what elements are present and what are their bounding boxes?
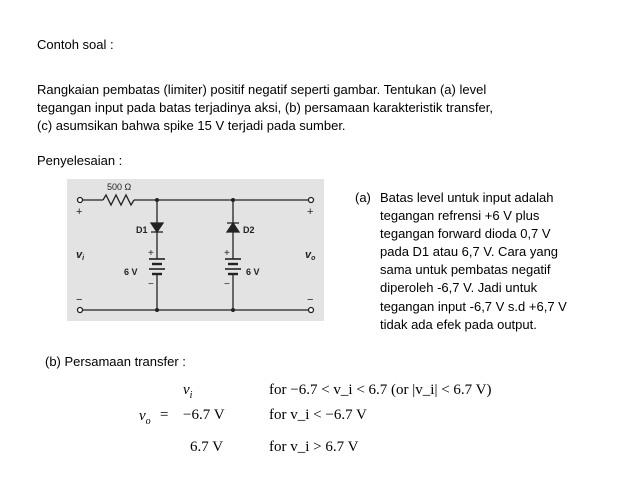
problem-statement: [37, 81, 493, 135]
battery-1-minus: −: [148, 279, 154, 290]
diode-d2-symbol: [227, 223, 239, 232]
answer-a-line: Batas level untuk input adalah: [380, 190, 554, 205]
output-minus: −: [307, 294, 314, 306]
limiter-circuit-diagram: [67, 179, 324, 321]
equation-row-2-condition: for v_i < −6.7 V: [269, 407, 367, 423]
battery-2-minus: −: [224, 279, 230, 290]
output-voltage-label: vo: [305, 249, 316, 262]
input-terminal-top: [78, 198, 83, 203]
problem-line-1: Rangkaian pembatas (limiter) positif negatif seperti gambar. Tentukan (a) level: [37, 82, 487, 97]
input-plus: +: [76, 206, 83, 218]
answer-a-line: sama untuk pembatas negatif: [380, 262, 551, 278]
answer-a-line: tegangan refrensi +6 V plus: [380, 208, 540, 224]
answer-a-line: tegangan input -6,7 V s.d +6,7 V: [380, 298, 567, 314]
junction-dot: [231, 198, 235, 202]
junction-dot: [155, 198, 159, 202]
equation-equals: =: [160, 407, 169, 423]
junction-dot: [231, 308, 235, 312]
junction-dot: [155, 308, 159, 312]
battery-2-label: 6 V: [246, 267, 260, 277]
battery-2-plus: +: [224, 248, 230, 259]
problem-line-2: tegangan input pada batas terjadinya aksi, (b) persamaan karakteristik transfer,: [37, 100, 493, 115]
answer-a-label: (a): [355, 190, 371, 205]
equation-row-1-value: $v_i$: [183, 382, 193, 401]
answer-a-text: [380, 189, 567, 334]
equation-row-3-condition: for v_i > 6.7 V: [269, 439, 359, 455]
circuit-svg: [67, 179, 324, 321]
equation-row-2-value: −6.7 V: [183, 407, 225, 423]
output-terminal-bottom: [309, 308, 314, 313]
solution-label: Penyelesaian :: [37, 153, 123, 168]
equation-lhs: $v_o$: [139, 408, 151, 427]
problem-line-3: (c) asumsikan bahwa spike 15 V terjadi pada sumber.: [37, 118, 346, 133]
resistor-zigzag: [103, 195, 134, 205]
transfer-equation-label: (b) Persamaan transfer :: [45, 354, 186, 369]
diode-d1-symbol: [151, 223, 163, 232]
diode-d1-label: D1: [136, 225, 148, 235]
answer-a-line: tegangan forward dioda 0,7 V: [380, 226, 551, 242]
battery-1-label: 6 V: [124, 267, 138, 277]
battery-1-plus: +: [148, 248, 154, 259]
input-voltage-label: vi: [76, 249, 85, 262]
answer-a-line: tidak ada efek pada output.: [380, 316, 537, 332]
diode-d2-label: D2: [243, 225, 255, 235]
input-terminal-bottom: [78, 308, 83, 313]
equation-row-1-condition: for −6.7 < v_i < 6.7 (or |v_i| < 6.7 V): [269, 382, 492, 398]
input-minus: −: [76, 294, 83, 306]
resistor-label: 500 Ω: [107, 182, 132, 192]
example-heading: Contoh soal :: [37, 37, 114, 52]
equation-row-3-value: 6.7 V: [190, 439, 224, 455]
answer-a-line: pada D1 atau 6,7 V. Cara yang: [380, 244, 559, 260]
output-plus: +: [307, 206, 314, 218]
output-terminal-top: [309, 198, 314, 203]
answer-a-line: diperoleh -6,7 V. Jadi untuk: [380, 280, 538, 296]
